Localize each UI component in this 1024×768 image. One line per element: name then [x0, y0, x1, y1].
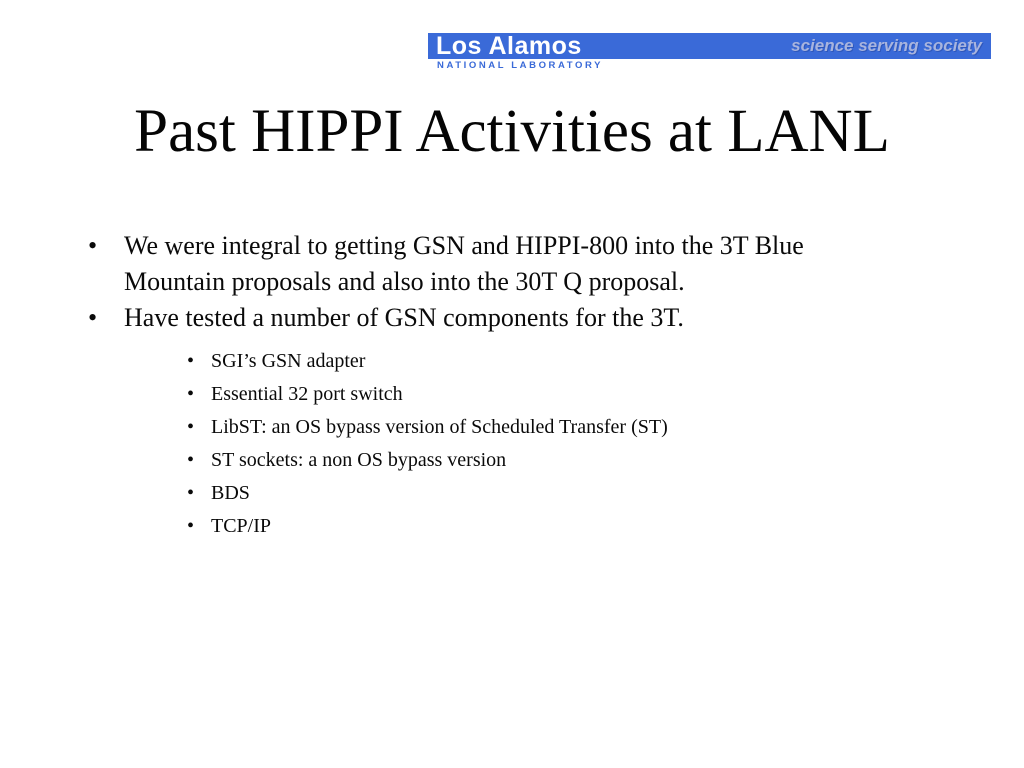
sub-bullet-item [0, 477, 1024, 510]
sub-bullet-text: TCP/IP [211, 515, 272, 537]
bullet-item [0, 300, 1024, 336]
bullet-icon: • [187, 482, 195, 504]
sub-bullet-text: Essential 32 port switch [211, 383, 403, 405]
bullet-icon: • [187, 350, 195, 372]
bullet-icon: • [187, 515, 195, 537]
sub-bullet-text: BDS [211, 482, 250, 504]
bullet-icon: • [88, 231, 98, 260]
sub-bullet-item [0, 444, 1024, 477]
sub-bullet-text: ST sockets: a non OS bypass version [211, 449, 507, 471]
sub-bullet-text: LibST: an OS bypass version of Scheduled Transfer (ST) [211, 416, 668, 438]
slide-body [0, 228, 1024, 543]
lanl-logo-subtext: NATIONAL LABORATORY [437, 60, 604, 71]
bullet-icon: • [187, 416, 195, 438]
sub-bullet-item [0, 411, 1024, 444]
bullet-icon: • [88, 303, 98, 332]
bullet-item [0, 228, 1024, 300]
bullet-icon: • [187, 383, 195, 405]
bullet-text: We were integral to getting GSN and HIPPI-800 into the 3T Blue Mountain proposals and also into the 30T Q proposal. [124, 231, 804, 296]
sub-bullet-text: SGI’s GSN adapter [211, 350, 366, 372]
bullet-text: Have tested a number of GSN components for the 3T. [124, 303, 684, 332]
slide-title: Past HIPPI Activities at LANL [134, 98, 890, 165]
sub-bullet-item [0, 345, 1024, 378]
sub-bullet-item [0, 510, 1024, 543]
sub-bullet-list [0, 345, 1024, 543]
sub-bullet-item [0, 378, 1024, 411]
bullet-icon: • [187, 449, 195, 471]
lanl-banner [428, 33, 991, 59]
lanl-tagline: science serving society [791, 36, 982, 55]
lanl-logo: Los Alamos [436, 32, 582, 60]
